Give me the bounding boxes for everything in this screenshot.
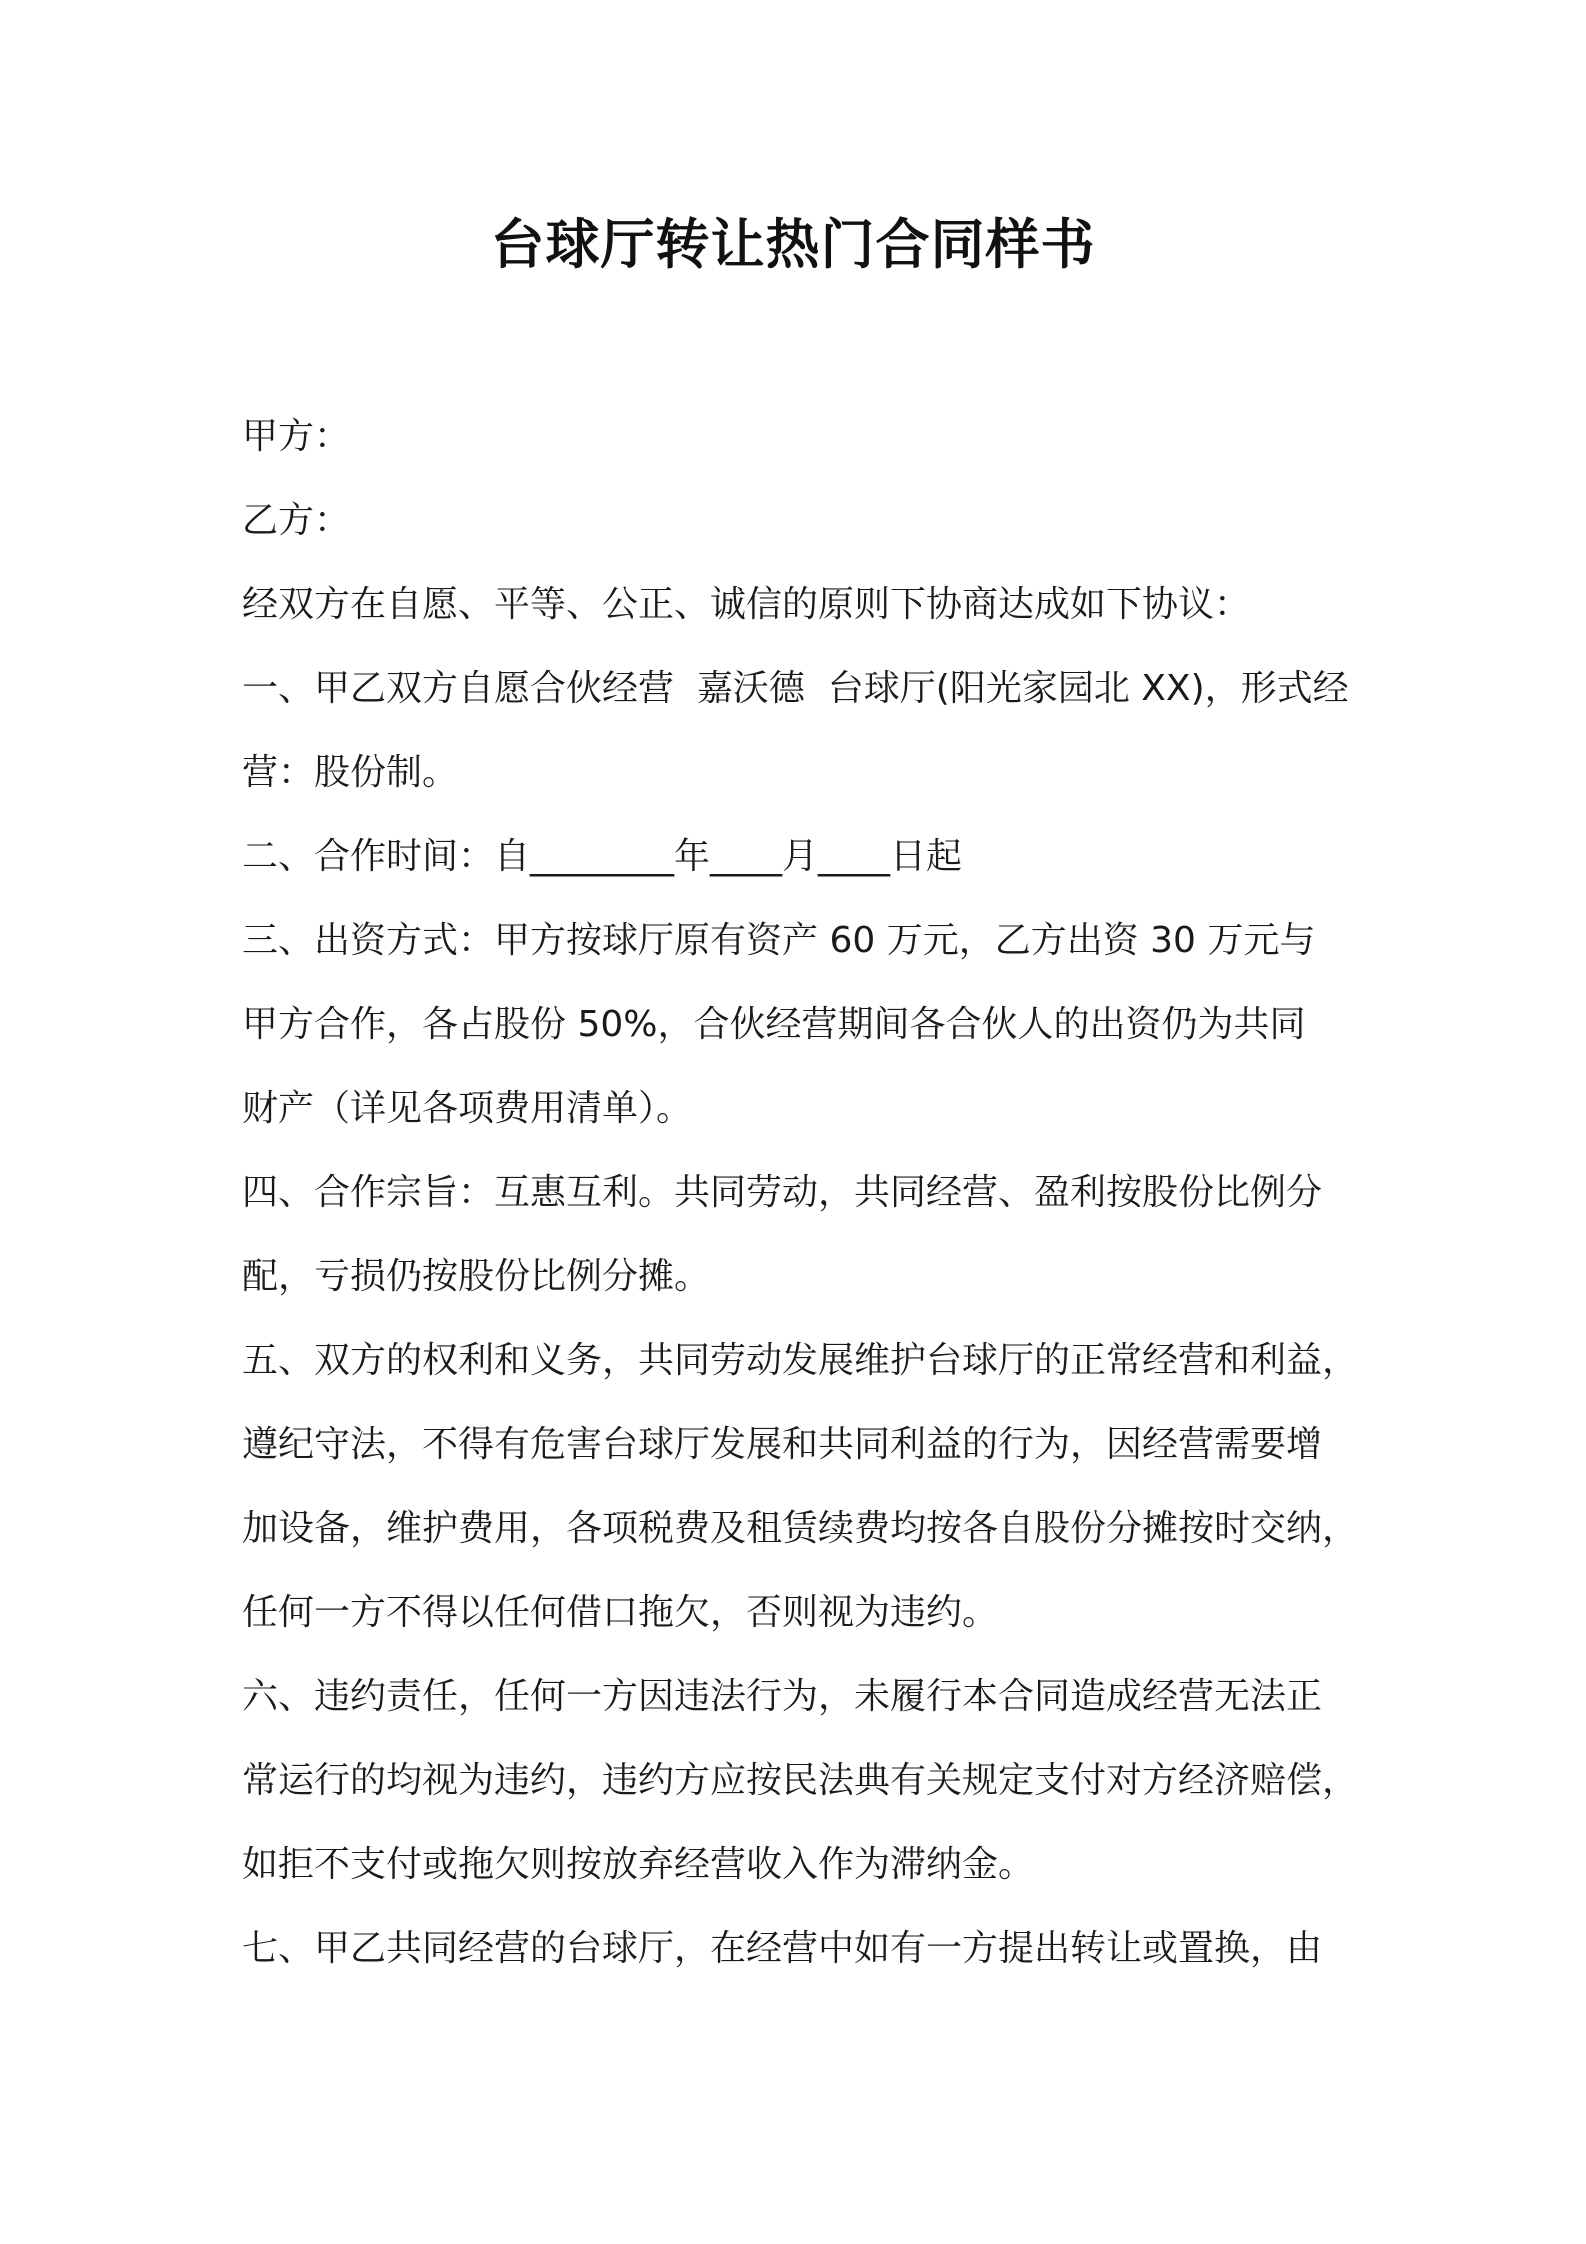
- contract-body: [242, 395, 1362, 1991]
- document-title: 台球厅转让热门合同样书: [490, 213, 1096, 276]
- clause-4-line-2: 配，亏损仍按股份比例分摊。: [242, 1256, 711, 1297]
- clause-6-line-2: 常运行的均视为违约，违约方应按民法典有关规定支付对方经济赔偿，: [242, 1760, 1359, 1801]
- clause-7-line-1: 七、甲乙共同经营的台球厅，在经营中如有一方提出转让或置换，由: [242, 1928, 1323, 1969]
- clause-1-line-2: 营：股份制。: [242, 752, 459, 793]
- clause-4-line-1: 四、合作宗旨：互惠互利。共同劳动，共同经营、盈利按股份比例分: [242, 1172, 1323, 1213]
- clause-6-line-1: 六、违约责任，任何一方因违法行为，未履行本合同造成经营无法正: [242, 1676, 1323, 1717]
- clause-3-line-2: 甲方合作，各占股份 50%，合伙经营期间各合伙人的出资仍为共同: [242, 1004, 1306, 1045]
- clause-3-line-3: 财产（详见各项费用清单）。: [242, 1088, 693, 1129]
- party-b-line: 乙方：: [242, 500, 351, 541]
- clause-5-line-1: 五、双方的权利和义务，共同劳动发展维护台球厅的正常经营和利益，: [242, 1340, 1359, 1381]
- clause-3-line-1: 三、出资方式：甲方按球厅原有资产 60 万元，乙方出资 30 万元与: [242, 920, 1316, 961]
- clause-1-line-1: 一、甲乙双方自愿合伙经营 嘉沃德 台球厅(阳光家园北 XX)，形式经: [242, 668, 1349, 709]
- party-a-line: 甲方：: [242, 416, 351, 457]
- clause-5-line-3: 加设备，维护费用，各项税费及租赁续费均按各自股份分摊按时交纳，: [242, 1508, 1359, 1549]
- clause-5-line-2: 遵纪守法，不得有危害台球厅发展和共同利益的行为，因经营需要增: [242, 1424, 1323, 1465]
- clause-2-line-1: 二、合作时间：自________年____月____日起: [242, 836, 963, 877]
- clause-5-line-4: 任何一方不得以任何借口拖欠，否则视为违约。: [242, 1592, 999, 1633]
- agreement-intro: 经双方在自愿、平等、公正、诚信的原则下协商达成如下协议：: [242, 584, 1251, 625]
- clause-6-line-3: 如拒不支付或拖欠则按放弃经营收入作为滞纳金。: [242, 1844, 1035, 1885]
